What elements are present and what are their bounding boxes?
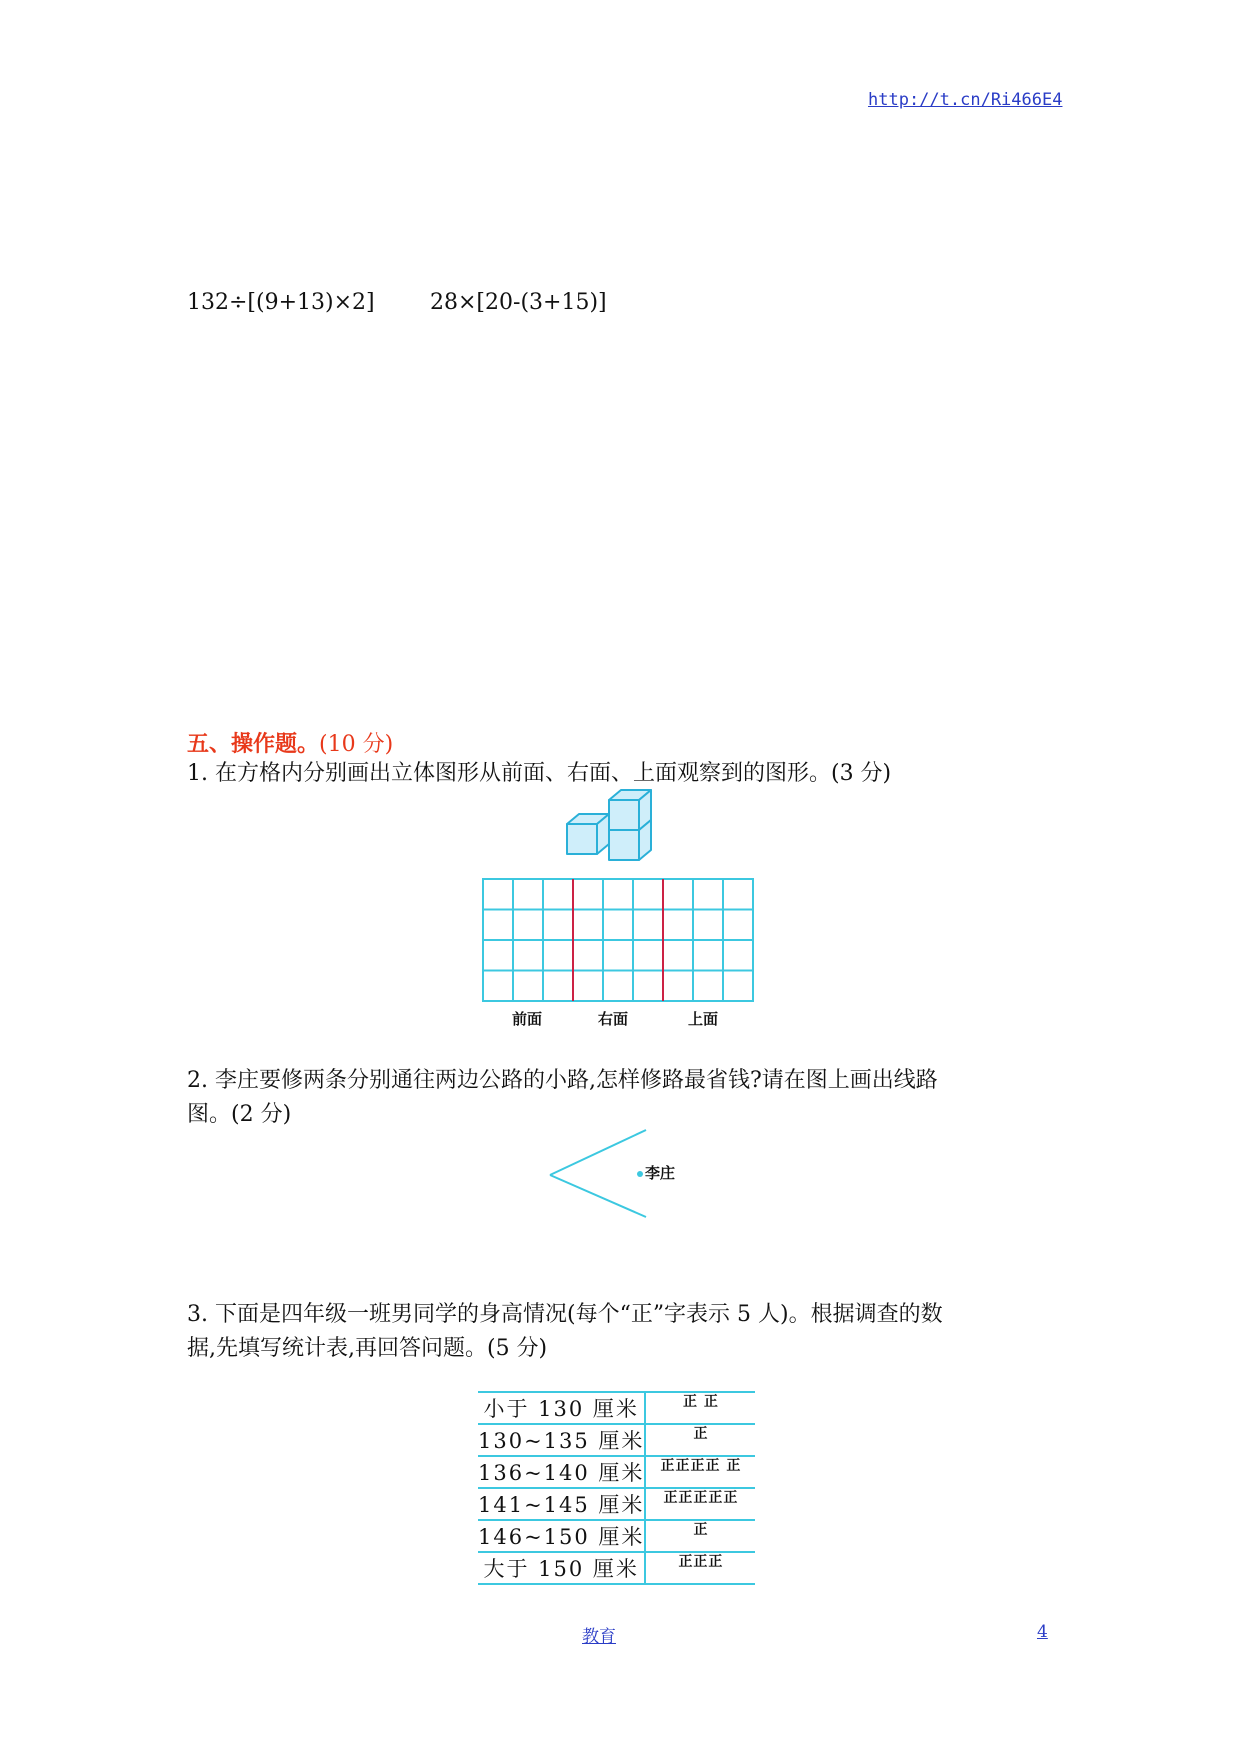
- road-figure: [548, 1127, 660, 1219]
- village-point: [637, 1171, 643, 1177]
- label-top-view: 上面: [688, 1010, 719, 1028]
- cube-stack-figure: [560, 785, 660, 885]
- question-3-line1: 3. 下面是四年级一班男同学的身高情况(每个“正”字表示 5 人)。根据调查的数: [187, 1302, 943, 1327]
- section-title-text: 五、操作题。: [187, 731, 320, 757]
- table-row: [478, 1552, 755, 1584]
- cube-right-lower-front: [609, 830, 639, 860]
- cube-left-front: [567, 824, 597, 854]
- table-row: [478, 1392, 755, 1424]
- question-2-line2: 图。(2 分): [187, 1102, 292, 1127]
- label-front-view: 前面: [512, 1010, 543, 1028]
- expression-1: 132÷[(9+13)×2]: [187, 290, 375, 315]
- tally-cell: 正: [645, 1424, 755, 1456]
- tally-cell: 正: [645, 1520, 755, 1552]
- tally-cell: 正正正正正: [645, 1488, 755, 1520]
- range-cell: 136~140 厘米: [478, 1456, 645, 1488]
- question-1-text: 1. 在方格内分别画出立体图形从前面、右面、上面观察到的图形。(3 分): [187, 761, 892, 786]
- question-2-line1: 2. 李庄要修两条分别通往两边公路的小路,怎样修路最省钱?请在图上画出线路: [187, 1068, 938, 1093]
- drawing-grid[interactable]: [482, 878, 754, 1002]
- section-points: (10 分): [319, 732, 394, 757]
- table-row: [478, 1520, 755, 1552]
- tally-cell: 正正正正 正: [645, 1456, 755, 1488]
- road-upper: [550, 1130, 646, 1175]
- range-cell: 小于 130 厘米: [478, 1392, 645, 1424]
- table-row: [478, 1424, 755, 1456]
- tally-cell: 正正正: [645, 1552, 755, 1584]
- range-cell: 大于 150 厘米: [478, 1552, 645, 1584]
- expression-2: 28×[20-(3+15)]: [430, 290, 607, 315]
- range-cell: 130~135 厘米: [478, 1424, 645, 1456]
- road-lower: [550, 1175, 646, 1217]
- section-title: [187, 727, 393, 758]
- page-number[interactable]: 4: [1037, 1622, 1048, 1642]
- cube-right-upper-front: [609, 800, 639, 830]
- footer-link[interactable]: 教育: [582, 1627, 616, 1647]
- table-row: [478, 1488, 755, 1520]
- range-cell: 141~145 厘米: [478, 1488, 645, 1520]
- tally-cell: 正 正: [645, 1392, 755, 1424]
- header-url-link[interactable]: http://t.cn/Ri466E4: [868, 90, 1063, 110]
- range-cell: 146~150 厘米: [478, 1520, 645, 1552]
- table-row: [478, 1456, 755, 1488]
- height-tally-table: [478, 1391, 755, 1585]
- label-right-view: 右面: [598, 1010, 629, 1028]
- village-label: 李庄: [645, 1164, 676, 1182]
- question-3-line2: 据,先填写统计表,再回答问题。(5 分): [187, 1336, 548, 1361]
